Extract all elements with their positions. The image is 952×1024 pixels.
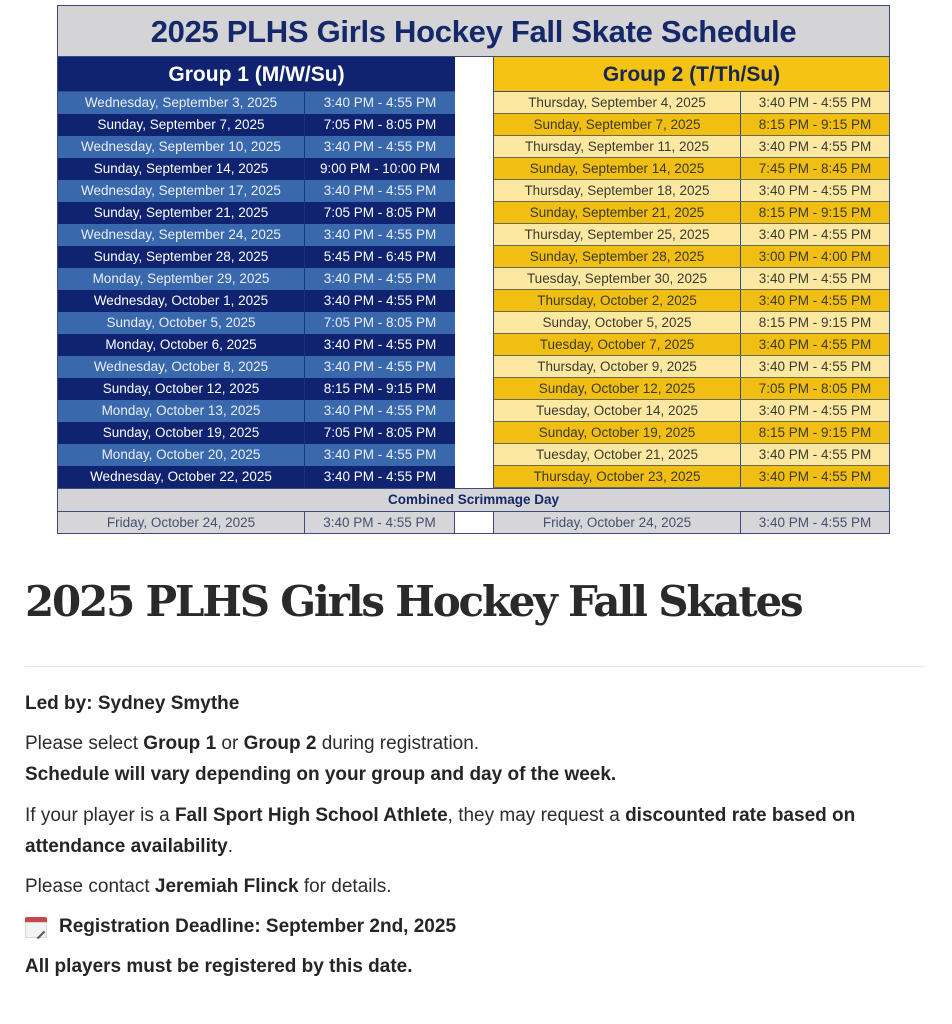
session-date: Sunday, September 21, 2025 [58, 202, 305, 224]
schedule-image [57, 5, 890, 534]
session-date: Wednesday, September 24, 2025 [58, 224, 305, 246]
session-date: Monday, October 6, 2025 [58, 334, 305, 356]
select-mid: or [216, 733, 244, 754]
session-date: Wednesday, September 17, 2025 [58, 180, 305, 202]
session-time: 3:40 PM - 4:55 PM [323, 183, 437, 198]
combined-group2 [493, 512, 889, 533]
deadline-text: Registration Deadline: September 2nd, 2025 [59, 916, 457, 937]
session-time: 3:40 PM - 4:55 PM [758, 359, 872, 374]
session-time: 3:40 PM - 4:55 PM [323, 337, 437, 352]
session-date: Tuesday, September 30, 2025 [494, 268, 741, 289]
group1-schedule-row [58, 268, 455, 290]
page-title: 2025 PLHS Girls Hockey Fall Skates [25, 577, 802, 626]
session-date: Sunday, October 12, 2025 [58, 378, 305, 400]
session-time: 7:45 PM - 8:45 PM [758, 161, 872, 176]
session-date: Sunday, October 5, 2025 [494, 312, 741, 333]
session-date: Thursday, September 25, 2025 [494, 224, 741, 245]
group2-schedule-row [493, 400, 889, 422]
session-date: Tuesday, October 21, 2025 [494, 444, 741, 465]
session-time: 3:40 PM - 4:55 PM [758, 469, 872, 484]
session-time: 7:05 PM - 8:05 PM [758, 381, 872, 396]
group2-text: Group 2 [243, 733, 317, 754]
group2-schedule-row [493, 114, 889, 136]
group1-schedule-row [58, 444, 455, 466]
session-time: 3:40 PM - 4:55 PM [323, 469, 437, 484]
contact-post: for details. [298, 876, 392, 897]
group2-schedule-row [493, 356, 889, 378]
group1-schedule-row [58, 180, 455, 202]
combined-scrimmage-label: Combined Scrimmage Day [58, 488, 889, 512]
session-date: Sunday, October 19, 2025 [58, 422, 305, 444]
select-post: during registration. [316, 733, 480, 754]
group1-text: Group 1 [143, 733, 217, 754]
all-players-note [25, 951, 925, 982]
group1-schedule-row [58, 334, 455, 356]
group2-schedule-row [493, 202, 889, 224]
group2-schedule-row [493, 224, 889, 246]
session-time: 3:40 PM - 4:55 PM [758, 95, 872, 110]
session-date: Sunday, September 28, 2025 [58, 246, 305, 268]
session-date: Thursday, October 2, 2025 [494, 290, 741, 311]
session-time: 3:40 PM - 4:55 PM [323, 271, 437, 286]
session-date: Monday, October 20, 2025 [58, 444, 305, 466]
session-date: Wednesday, September 10, 2025 [58, 136, 305, 158]
session-date: Sunday, September 28, 2025 [494, 246, 741, 267]
group2-schedule-row [493, 268, 889, 290]
group2-schedule-row [493, 312, 889, 334]
registration-deadline [25, 911, 925, 942]
session-date: Thursday, September 18, 2025 [494, 180, 741, 201]
group1-schedule-row [58, 136, 455, 158]
contact-pre: Please contact [25, 876, 155, 897]
group2-schedule-row [493, 158, 889, 180]
session-time: 3:40 PM - 4:55 PM [323, 403, 437, 418]
session-date: Wednesday, October 22, 2025 [58, 466, 305, 488]
group1-schedule-row [58, 356, 455, 378]
session-date: Sunday, September 14, 2025 [58, 158, 305, 180]
session-time: 3:40 PM - 4:55 PM [323, 95, 437, 110]
session-date: Sunday, September 14, 2025 [494, 158, 741, 179]
fall-mid: , they may request a [447, 805, 626, 826]
session-date: Sunday, October 5, 2025 [58, 312, 305, 334]
session-time: 7:05 PM - 8:05 PM [323, 117, 437, 132]
group2-schedule-row [493, 246, 889, 268]
group2-header: Group 2 (T/Th/Su) [493, 57, 889, 92]
group1-schedule-row [58, 246, 455, 268]
led-by [25, 688, 925, 719]
session-date: Thursday, September 4, 2025 [494, 92, 741, 113]
session-time: 3:40 PM - 4:55 PM [758, 271, 872, 286]
session-time: 3:40 PM - 4:55 PM [758, 337, 872, 352]
session-time: 3:40 PM - 4:55 PM [323, 139, 437, 154]
session-time: 8:15 PM - 9:15 PM [323, 381, 437, 396]
session-time: 3:40 PM - 4:55 PM [323, 447, 437, 462]
discounted-rate-text: discounted rate based on attendance availability [25, 805, 856, 857]
session-time: 8:15 PM - 9:15 PM [758, 117, 872, 132]
group2-schedule-row [493, 422, 889, 444]
session-date: Wednesday, September 3, 2025 [58, 92, 305, 114]
session-date: Monday, October 13, 2025 [58, 400, 305, 422]
schedule-grid [58, 57, 889, 488]
group1-rows [58, 92, 455, 488]
group1-schedule-row [58, 378, 455, 400]
fall-post: . [227, 836, 234, 857]
session-time: 8:15 PM - 9:15 PM [758, 205, 872, 220]
session-time: 3:40 PM - 4:55 PM [758, 183, 872, 198]
group2-rows [493, 92, 889, 488]
combined-group1 [58, 512, 455, 533]
group1-schedule-row [58, 290, 455, 312]
group1-schedule-row [58, 312, 455, 334]
session-date: Sunday, October 12, 2025 [494, 378, 741, 399]
session-date: Sunday, September 21, 2025 [494, 202, 741, 223]
group1-schedule-row [58, 400, 455, 422]
session-time: 3:40 PM - 4:55 PM [323, 359, 437, 374]
divider [25, 666, 925, 667]
group2-schedule-row [493, 136, 889, 158]
group1-schedule-row [58, 92, 455, 114]
session-time: 3:40 PM - 4:55 PM [758, 227, 872, 242]
combined-group2-time: 3:40 PM - 4:55 PM [741, 512, 889, 533]
group1-schedule-row [58, 114, 455, 136]
contact-name: Jeremiah Flinck [154, 876, 299, 897]
group2-schedule-row [493, 334, 889, 356]
group1-header: Group 1 (M/W/Su) [58, 57, 455, 92]
fall-pre: If your player is a [25, 805, 175, 826]
session-time: 7:05 PM - 8:05 PM [323, 205, 437, 220]
session-date: Sunday, September 7, 2025 [58, 114, 305, 136]
group1-schedule-row [58, 158, 455, 180]
schedule-title: 2025 PLHS Girls Hockey Fall Skate Schedule [58, 6, 889, 57]
led-by-text: Led by: Sydney Smythe [25, 693, 240, 714]
column-gap [455, 512, 493, 533]
group2-schedule-row [493, 92, 889, 114]
fall-athlete-paragraph [25, 800, 925, 862]
group2-schedule-row [493, 290, 889, 312]
session-time: 7:05 PM - 8:05 PM [323, 315, 437, 330]
contact-paragraph [25, 871, 925, 902]
session-date: Tuesday, October 14, 2025 [494, 400, 741, 421]
group1-schedule-row [58, 224, 455, 246]
session-date: Monday, September 29, 2025 [58, 268, 305, 290]
group2-schedule-row [493, 466, 889, 488]
all-players-text: All players must be registered by this date. [25, 956, 413, 977]
session-date: Thursday, October 23, 2025 [494, 466, 741, 487]
session-time: 3:40 PM - 4:55 PM [758, 293, 872, 308]
column-gap [455, 57, 493, 488]
select-group-paragraph [25, 728, 925, 790]
session-time: 8:15 PM - 9:15 PM [758, 425, 872, 440]
session-time: 3:40 PM - 4:55 PM [758, 403, 872, 418]
session-time: 3:40 PM - 4:55 PM [758, 139, 872, 154]
group1-schedule-row [58, 422, 455, 444]
combined-group1-time: 3:40 PM - 4:55 PM [305, 512, 454, 533]
session-date: Sunday, September 7, 2025 [494, 114, 741, 135]
group1-column [58, 57, 455, 488]
session-date: Wednesday, October 1, 2025 [58, 290, 305, 312]
group2-schedule-row [493, 444, 889, 466]
group1-schedule-row [58, 202, 455, 224]
fall-athlete-text: Fall Sport High School Athlete [174, 805, 448, 826]
combined-group1-date: Friday, October 24, 2025 [58, 512, 305, 533]
group2-schedule-row [493, 180, 889, 202]
group2-schedule-row [493, 378, 889, 400]
session-time: 9:00 PM - 10:00 PM [319, 161, 441, 176]
session-date: Sunday, October 19, 2025 [494, 422, 741, 443]
group2-column [493, 57, 889, 488]
combined-group2-date: Friday, October 24, 2025 [494, 512, 741, 533]
calendar-icon [25, 916, 47, 938]
session-time: 7:05 PM - 8:05 PM [323, 425, 437, 440]
session-date: Thursday, October 9, 2025 [494, 356, 741, 377]
session-date: Thursday, September 11, 2025 [494, 136, 741, 157]
page-content [25, 570, 925, 982]
session-time: 3:00 PM - 4:00 PM [758, 249, 872, 264]
group1-schedule-row [58, 466, 455, 488]
select-pre: Please select [25, 733, 144, 754]
session-time: 8:15 PM - 9:15 PM [758, 315, 872, 330]
combined-scrimmage-row [58, 512, 889, 533]
session-time: 3:40 PM - 4:55 PM [323, 293, 437, 308]
session-date: Tuesday, October 7, 2025 [494, 334, 741, 355]
session-date: Wednesday, October 8, 2025 [58, 356, 305, 378]
session-time: 3:40 PM - 4:55 PM [323, 227, 437, 242]
schedule-note: Schedule will vary depending on your group and day of the week. [25, 764, 617, 785]
session-time: 3:40 PM - 4:55 PM [758, 447, 872, 462]
session-time: 5:45 PM - 6:45 PM [323, 249, 437, 264]
